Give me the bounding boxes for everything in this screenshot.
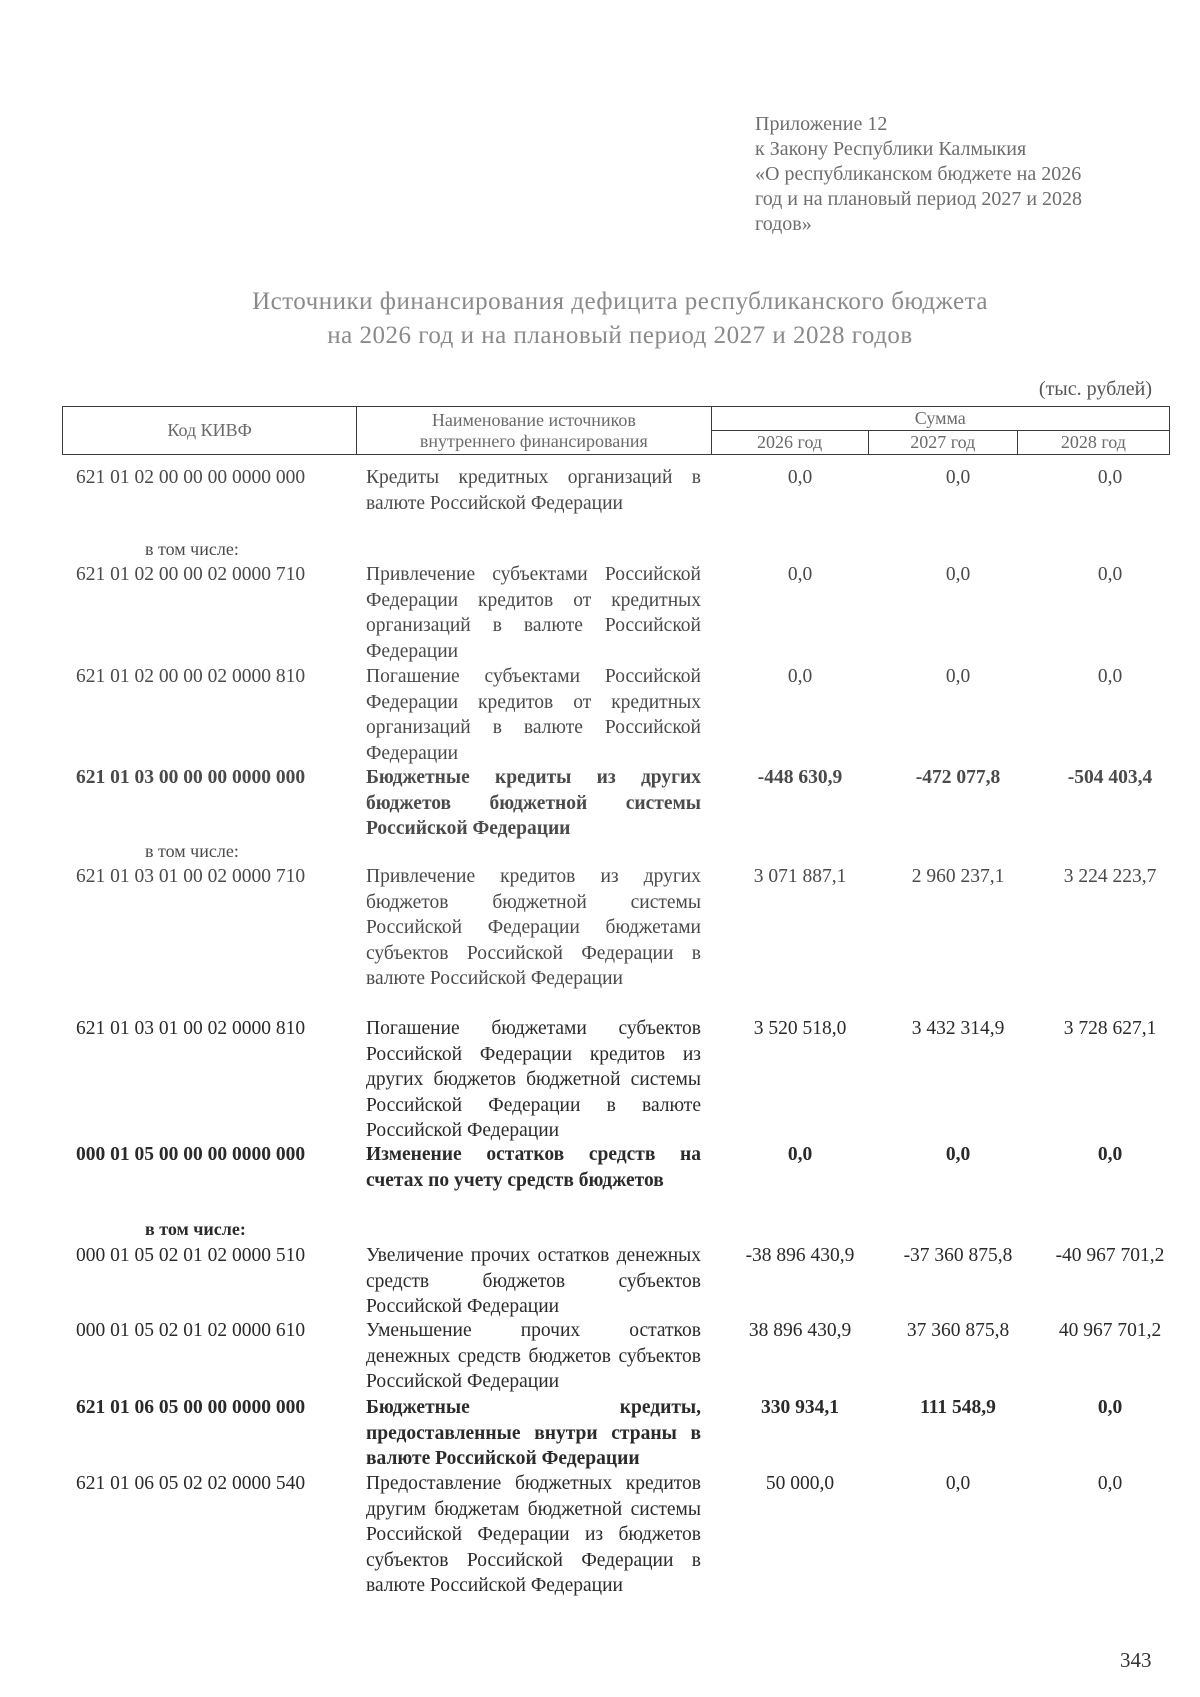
appendix-line: Приложение 12 [755,113,888,135]
row-name: Уменьшение прочих остатков денежных средств бюджетов субъектов Российской Федерации [366,1320,701,1392]
row-name: Бюджетные кредиты, предоставленные внутри страны в валюте Российской Федерации [366,1397,701,1469]
row-value-2026: 0,0 [787,666,813,687]
row-value-2027: 0,0 [945,1473,971,1494]
row-code: 000 01 05 02 01 02 0000 610 [76,1320,306,1341]
row-value-2028: 0,0 [1097,1144,1123,1165]
row-value-2027: -37 360 875,8 [903,1245,1013,1266]
including-label: в том числе: [145,1219,246,1239]
appendix-line: «О республиканском бюджете на 2026 [755,163,1082,185]
row-value-2028: 3 224 223,7 [1063,866,1157,887]
row-value-2027: 3 432 314,9 [911,1018,1005,1039]
row-name: Увеличение прочих остатков денежных средств бюджетов субъектов Российской Федерации [366,1245,701,1317]
row-value-2027: 0,0 [945,564,971,585]
row-code: 000 01 05 00 00 00 0000 000 [76,1144,306,1165]
row-value-2026: -448 630,9 [757,767,843,788]
header-name [357,407,711,455]
page-number: 343 [1120,1648,1152,1672]
row-value-2028: -504 403,4 [1067,767,1153,788]
including-label: в том числе: [145,539,239,559]
header-name-line-2: внутреннего финансирования [419,430,648,451]
row-code: 621 01 06 05 00 00 0000 000 [76,1397,306,1418]
row-value-2028: 0,0 [1097,467,1123,488]
row-name: Погашение бюджетами субъектов Российской Федерации кредитов из других бюджетов бюджетной системы Российской Федерации в валюте Российской Федерации [366,1018,701,1141]
row-name: Привлечение кредитов из других бюджетов бюджетной системы Российской Федерации бюджетами субъектов Российской Федерации в валюте Российской Федерации [366,866,701,989]
title-line-2: на 2026 год и на плановый период 2027 и 2028 годов [327,322,913,349]
row-value-2026: 38 896 430,9 [748,1320,852,1341]
row-value-2026: 0,0 [787,467,813,488]
unit-label: (тыс. рублей) [1038,378,1152,400]
row-name: Погашение субъектами Российской Федерации кредитов от кредитных организаций в валюте Российской Федерации [366,666,701,764]
row-code: 621 01 03 01 00 02 0000 710 [76,866,306,887]
row-value-2026: 50 000,0 [765,1473,835,1494]
row-value-2027: 111 548,9 [920,1397,996,1418]
row-value-2028: -40 967 701,2 [1055,1245,1165,1266]
row-value-2028: 40 967 701,2 [1058,1320,1162,1341]
header-name-line-1: Наименование источников [431,409,636,430]
row-value-2027: 0,0 [945,666,971,687]
header-2027: 2027 год [868,431,1017,455]
row-name: Привлечение субъектами Российской Федерации кредитов от кредитных организаций в валюте Российской Федерации [366,564,701,662]
appendix-line: годов» [755,213,812,235]
row-code: 621 01 02 00 00 02 0000 810 [76,666,306,687]
header-2026: 2026 год [711,431,868,455]
row-name: Предоставление бюджетных кредитов другим бюджетам бюджетной системы Российской Федерации из бюджетов субъектов Российской Федерации в валюте Российской Федерации [366,1473,701,1596]
row-value-2026: 3 520 518,0 [753,1018,847,1039]
row-code: 621 01 06 05 02 02 0000 540 [76,1473,306,1494]
appendix-line: к Закону Республики Калмыкия [755,138,1027,160]
row-value-2026: 3 071 887,1 [753,866,847,887]
appendix-header [755,112,1155,237]
row-name: Бюджетные кредиты из других бюджетов бюджетной системы Российской Федерации [366,767,701,839]
appendix-line: год и на плановый период 2027 и 2028 [755,188,1083,210]
row-value-2027: 37 360 875,8 [906,1320,1010,1341]
row-value-2028: 0,0 [1097,666,1123,687]
header-2028: 2028 год [1017,431,1169,455]
row-value-2026: -38 896 430,9 [745,1245,855,1266]
header-code: Код КИВФ [63,407,357,455]
row-value-2026: 0,0 [787,1144,813,1165]
row-code: 621 01 02 00 00 00 0000 000 [76,467,306,488]
row-value-2026: 330 934,1 [761,1397,839,1418]
row-code: 621 01 03 01 00 02 0000 810 [76,1018,306,1039]
row-value-2028: 0,0 [1097,1397,1123,1418]
row-value-2028: 3 728 627,1 [1063,1018,1157,1039]
row-value-2028: 0,0 [1097,1473,1123,1494]
table-header [62,406,1170,455]
title-line-1: Источники финансирования дефицита республиканского бюджета [252,288,988,315]
row-value-2027: 2 960 237,1 [911,866,1005,887]
including-label: в том числе: [145,841,239,861]
row-value-2028: 0,0 [1097,564,1123,585]
row-name: Кредиты кредитных организаций в валюте Российской Федерации [366,467,701,514]
row-code: 621 01 02 00 00 02 0000 710 [76,564,306,585]
row-value-2026: 0,0 [787,564,813,585]
row-value-2027: 0,0 [945,467,971,488]
row-name: Изменение остатков средств на счетах по учету средств бюджетов [366,1144,701,1191]
row-code: 000 01 05 02 01 02 0000 510 [76,1245,306,1266]
row-code: 621 01 03 00 00 00 0000 000 [76,767,306,788]
header-sum: Сумма [711,407,1169,431]
row-value-2027: 0,0 [945,1144,971,1165]
row-value-2027: -472 077,8 [915,767,1001,788]
document-title [150,285,1090,353]
